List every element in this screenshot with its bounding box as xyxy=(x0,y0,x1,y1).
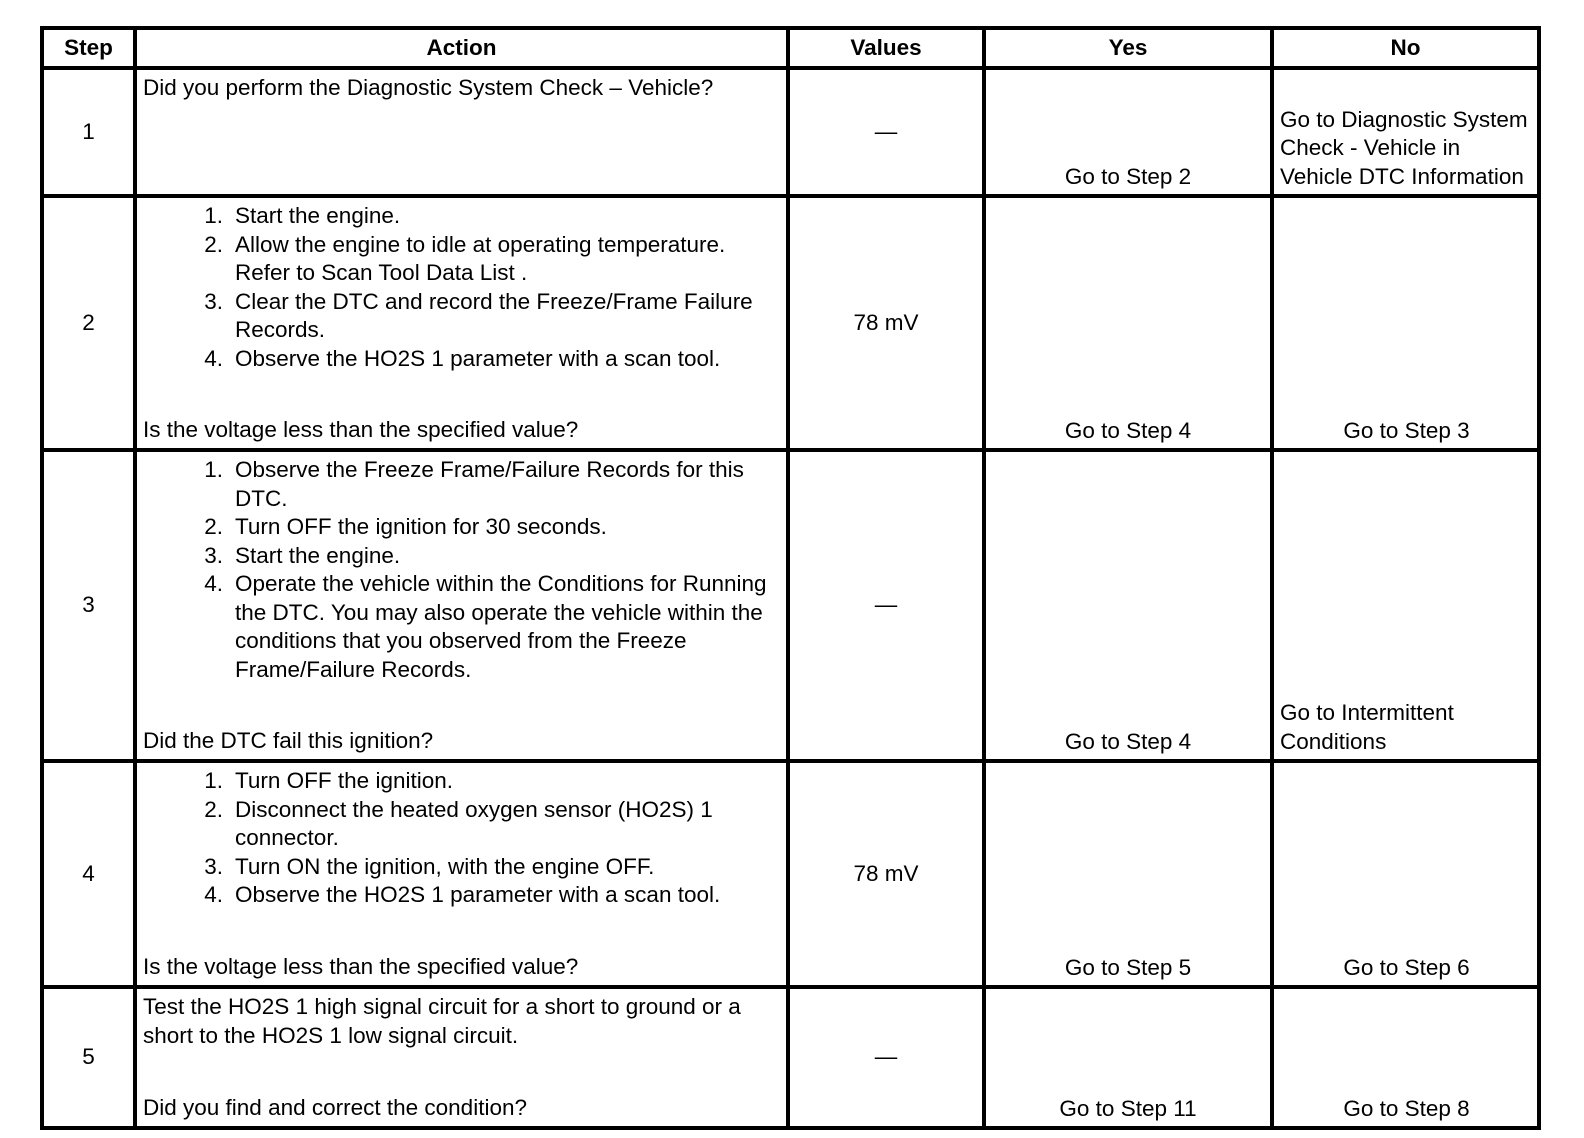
action-cell xyxy=(135,987,788,1128)
table-row xyxy=(42,987,1539,1128)
action-list xyxy=(143,456,782,684)
no-cell: Go to Step 3 xyxy=(1272,196,1539,450)
list-item: 1. Observe the Freeze Frame/Failure Records for this DTC. xyxy=(204,457,744,511)
no-cell: Go to Intermittent Conditions xyxy=(1272,450,1539,761)
list-item: 2. Turn OFF the ignition for 30 seconds. xyxy=(204,514,607,539)
step-number: 1 xyxy=(42,68,135,196)
action-cell xyxy=(135,196,788,450)
yes-cell: Go to Step 5 xyxy=(984,761,1272,987)
list-item: 3. Start the engine. xyxy=(204,542,401,568)
step-number: 2 xyxy=(42,196,135,450)
table-row xyxy=(42,68,1539,196)
no-cell: Go to Diagnostic System Check - Vehicle in Vehicle DTC Information xyxy=(1272,68,1539,196)
action-text: Did you perform the Diagnostic System Check – Vehicle? xyxy=(143,75,714,100)
table-row xyxy=(42,450,1539,761)
value-cell: — xyxy=(788,987,984,1128)
list-item: 2. Disconnect the heated oxygen sensor (HO2S) 1 connector. xyxy=(204,796,713,850)
list-item: 3. Clear the DTC and record the Freeze/Frame Failure Records. xyxy=(204,288,753,342)
list-item: 1. Turn OFF the ignition. xyxy=(204,768,454,793)
header-no: No xyxy=(1272,28,1539,68)
header-row xyxy=(42,28,1539,68)
table-row xyxy=(42,761,1539,987)
action-question: Did the DTC fail this ignition? xyxy=(143,727,434,753)
table-row xyxy=(42,196,1539,450)
action-question: Did you find and correct the condition? xyxy=(143,1094,527,1120)
header-values: Values xyxy=(788,28,984,68)
list-item: 4. Observe the HO2S 1 parameter with a scan tool. xyxy=(204,345,721,371)
list-item: 1. Start the engine. xyxy=(204,203,401,228)
header-step: Step xyxy=(42,28,135,68)
no-cell: Go to Step 8 xyxy=(1272,987,1539,1128)
header-yes: Yes xyxy=(984,28,1272,68)
yes-cell: Go to Step 11 xyxy=(984,987,1272,1128)
action-list xyxy=(143,767,782,910)
action-cell xyxy=(135,68,788,196)
action-question: Is the voltage less than the specified value? xyxy=(143,416,579,442)
yes-cell: Go to Step 4 xyxy=(984,196,1272,450)
value-cell: — xyxy=(788,68,984,196)
diagnostic-table xyxy=(40,26,1541,1130)
value-cell: 78 mV xyxy=(788,196,984,450)
step-number: 3 xyxy=(42,450,135,761)
yes-cell: Go to Step 2 xyxy=(984,68,1272,196)
list-item: 2. Allow the engine to idle at operating temperature. Refer to Scan Tool Data List . xyxy=(204,231,726,285)
value-cell: — xyxy=(788,450,984,761)
list-item: 4. Observe the HO2S 1 parameter with a scan tool. xyxy=(204,882,721,907)
yes-cell: Go to Step 4 xyxy=(984,450,1272,761)
list-item: 3. Turn ON the ignition, with the engine OFF. xyxy=(204,853,655,879)
no-cell: Go to Step 6 xyxy=(1272,761,1539,987)
action-cell xyxy=(135,450,788,761)
step-number: 5 xyxy=(42,987,135,1128)
step-number: 4 xyxy=(42,761,135,987)
action-list xyxy=(143,202,782,373)
action-cell xyxy=(135,761,788,987)
action-text: Test the HO2S 1 high signal circuit for a short to ground or a short to the HO2S 1 low signal circuit. xyxy=(143,994,741,1048)
value-cell: 78 mV xyxy=(788,761,984,987)
list-item: 4. Operate the vehicle within the Conditions for Running the DTC. You may also operate the vehicle within the conditions that you observed from the Freeze Frame/Failure Records. xyxy=(204,571,767,682)
action-question: Is the voltage less than the specified value? xyxy=(143,953,579,979)
header-action: Action xyxy=(135,28,788,68)
